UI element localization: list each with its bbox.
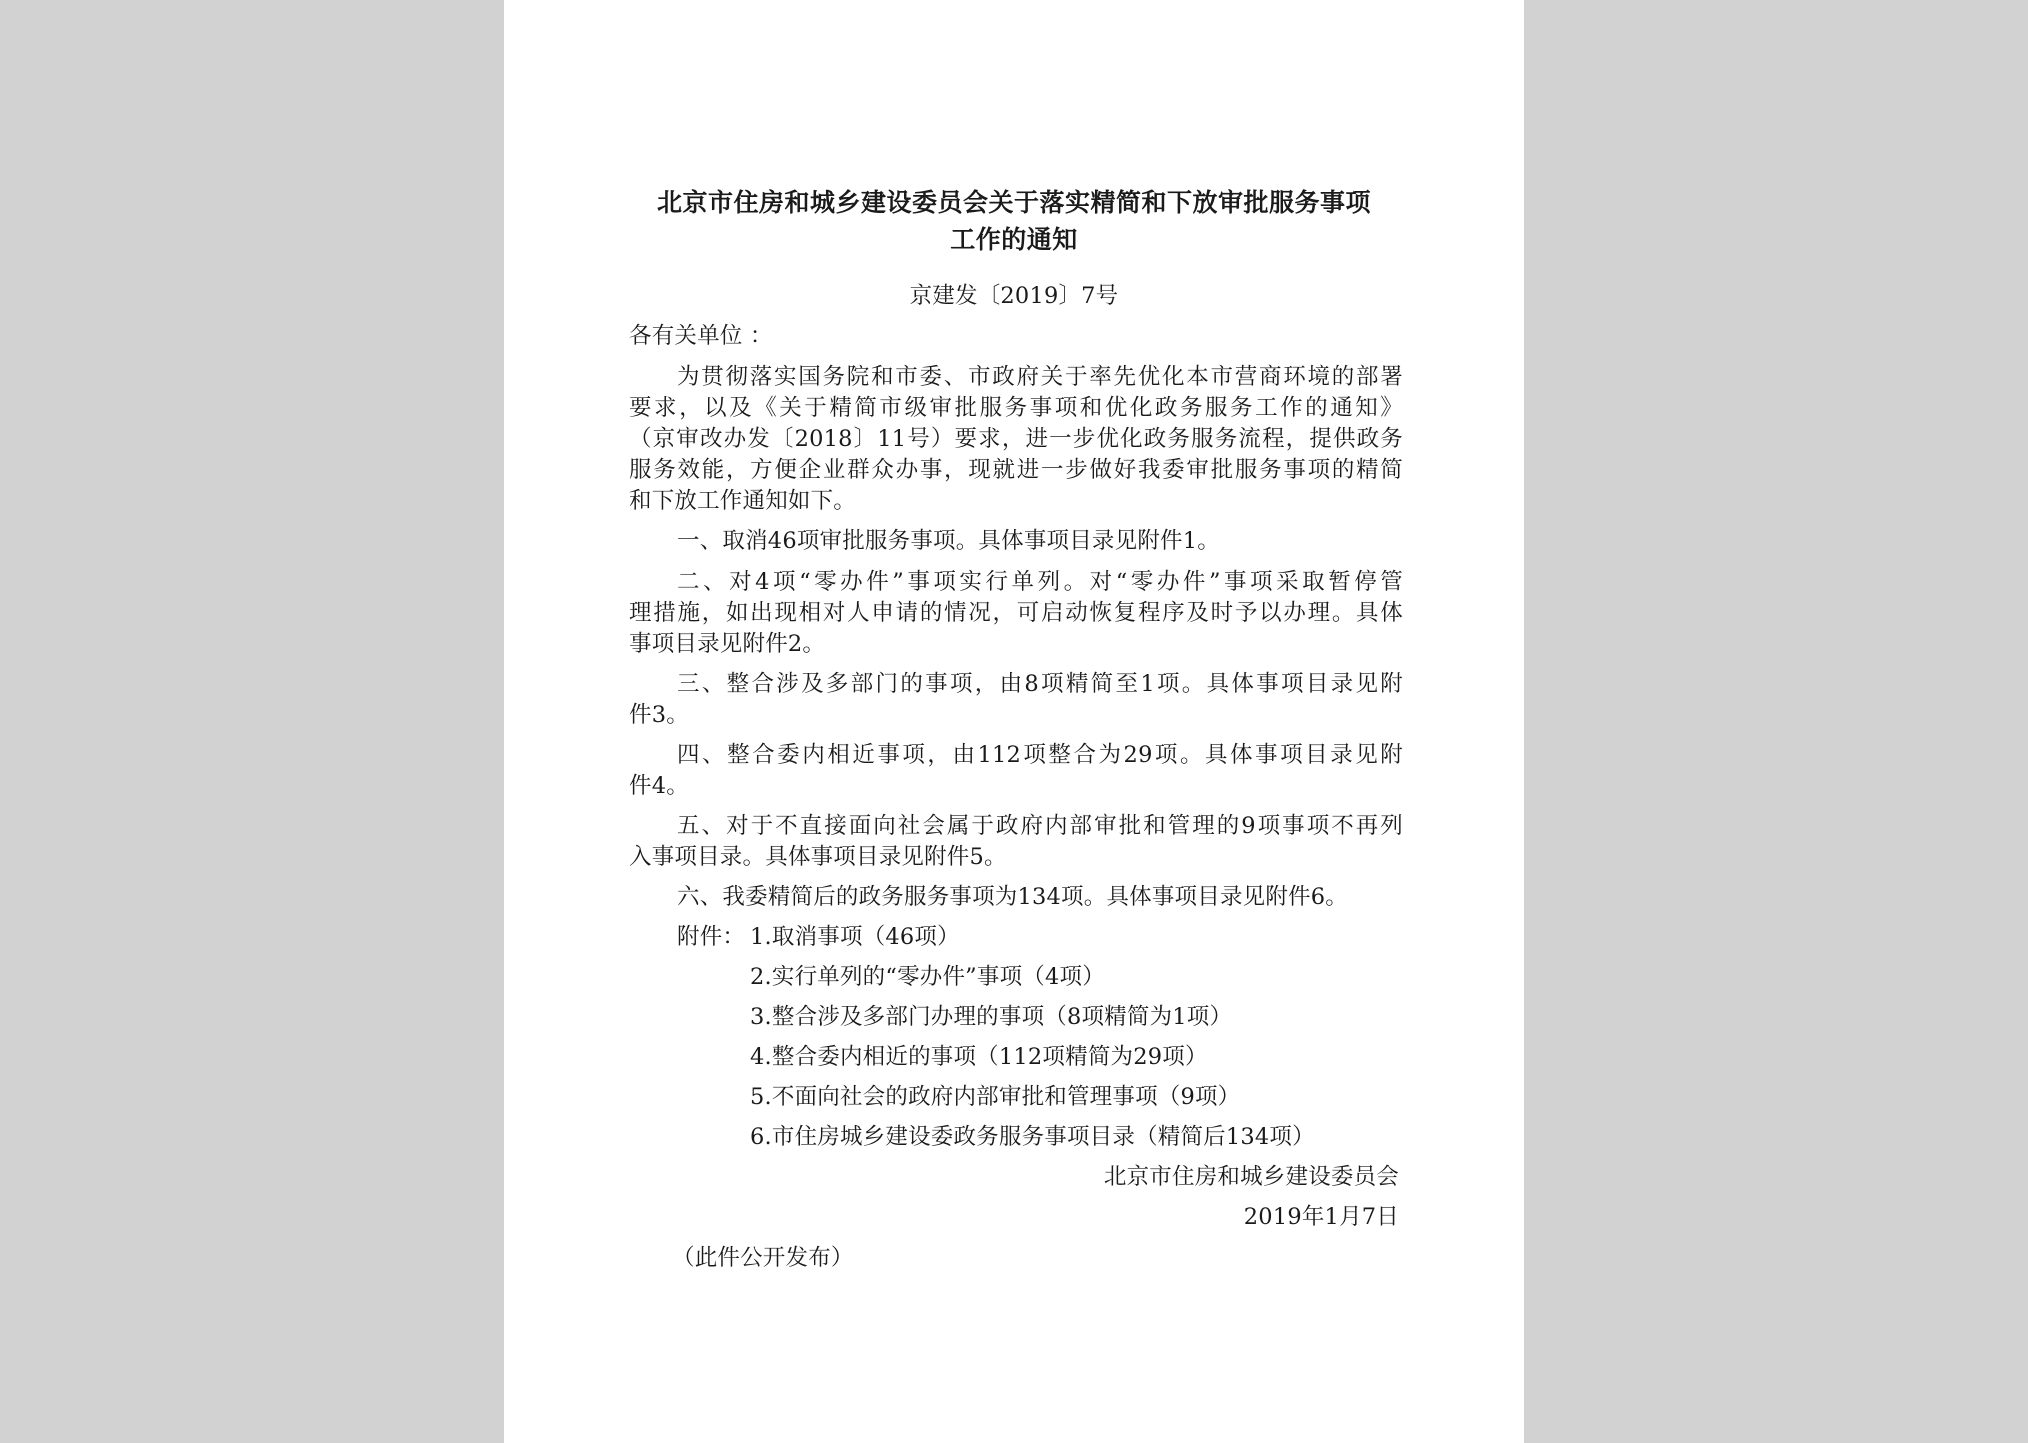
signature-issuer: 北京市住房和城乡建设委员会 (1103, 1164, 1399, 1190)
item-6: 六、我委精简后的政务服务事项为134项。具体事项目录见附件6。 (677, 884, 1348, 910)
intro-line-5: 和下放工作通知如下。 (629, 488, 857, 514)
document-number: 京建发〔2019〕7号 (909, 283, 1119, 309)
item-1: 一、取消46项审批服务事项。具体事项目录见附件1。 (677, 528, 1220, 554)
document-title-line-1: 北京市住房和城乡建设委员会关于落实精简和下放审批服务事项 (656, 188, 1371, 217)
item-2-line-2: 理措施，如出现相对人申请的情况，可启动恢复程序及时予以办理。具体 (629, 600, 1403, 626)
intro-line-3: （京审改办发〔2018〕11号）要求，进一步优化政务服务流程，提供政务 (629, 426, 1403, 452)
item-2-line-3: 事项目录见附件2。 (629, 631, 826, 657)
attachment-4: 4.整合委内相近的事项（112项精简为29项） (750, 1044, 1208, 1070)
signature-date: 2019年1月7日 (1243, 1204, 1399, 1230)
attachment-6: 6.市住房城乡建设委政务服务事项目录（精简后134项） (750, 1124, 1315, 1150)
item-3-line-2: 件3。 (629, 702, 689, 728)
salutation: 各有关单位 ： (629, 323, 773, 349)
item-5-line-1: 五、对于不直接面向社会属于政府内部审批和管理的9项事项不再列 (677, 813, 1403, 839)
item-5-line-2: 入事项目录。具体事项目录见附件5。 (629, 844, 1007, 870)
intro-line-2: 要求，以及《关于精简市级审批服务事项和优化政务服务工作的通知》 (629, 395, 1403, 421)
item-4-line-2: 件4。 (629, 773, 689, 799)
publication-note: （此件公开发布） (672, 1245, 854, 1271)
attachments-label: 附件： (677, 924, 746, 950)
attachment-1: 1.取消事项（46项） (750, 924, 960, 950)
intro-line-4: 服务效能，方便企业群众办事，现就进一步做好我委审批服务事项的精简 (629, 457, 1403, 483)
attachment-5: 5.不面向社会的政府内部审批和管理事项（9项） (750, 1084, 1241, 1110)
attachment-3: 3.整合涉及多部门办理的事项（8项精简为1项） (750, 1004, 1233, 1030)
intro-line-1: 为贯彻落实国务院和市委、市政府关于率先优化本市营商环境的部署 (677, 364, 1403, 390)
item-2-line-1: 二、对4项“零办件”事项实行单列。对“零办件”事项采取暂停管 (677, 569, 1403, 595)
attachment-2: 2.实行单列的“零办件”事项（4项） (750, 964, 1105, 990)
document-page (504, 0, 1524, 1443)
document-title-line-2: 工作的通知 (950, 225, 1078, 254)
item-3-line-1: 三、整合涉及多部门的事项，由8项精简至1项。具体事项目录见附 (677, 671, 1403, 697)
item-4-line-1: 四、整合委内相近事项，由112项整合为29项。具体事项目录见附 (677, 742, 1403, 768)
